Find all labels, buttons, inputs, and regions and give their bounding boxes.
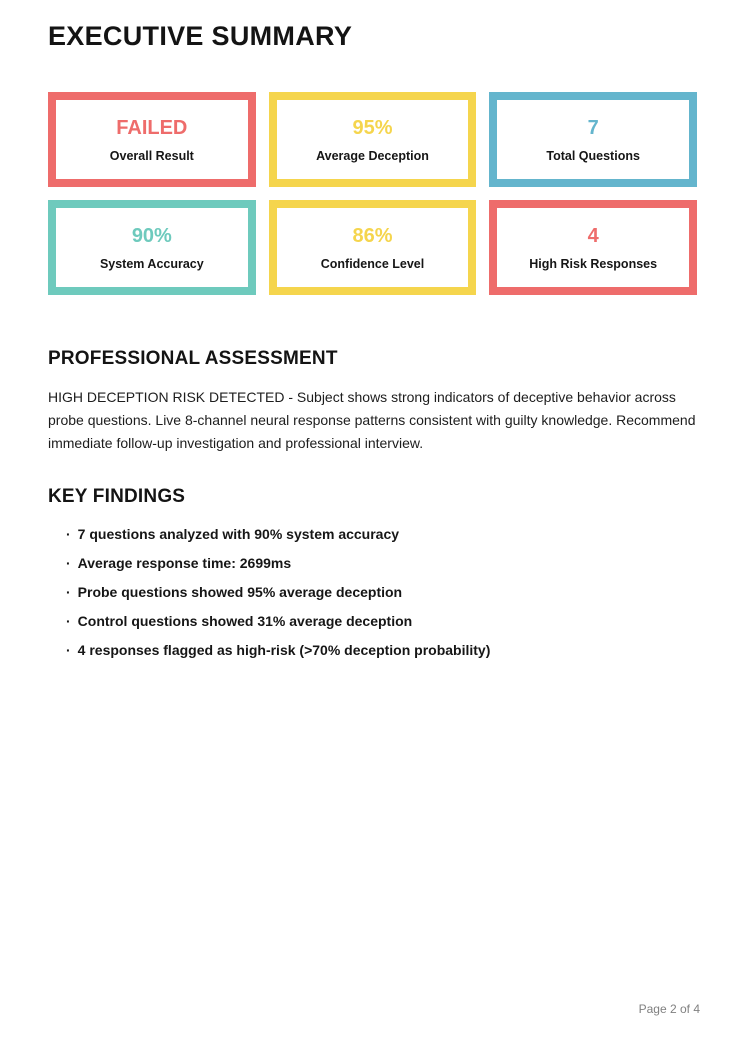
page-title: EXECUTIVE SUMMARY <box>48 21 353 51</box>
bullet-dot: · <box>66 526 71 542</box>
assessment-section-heading: PROFESSIONAL ASSESSMENT <box>48 348 338 369</box>
stat-label: Confidence Level <box>320 256 425 271</box>
finding-text: 7 questions analyzed with 90% system accuracy <box>77 526 400 542</box>
finding-text: 4 responses flagged as high-risk (>70% deception probability) <box>77 642 491 658</box>
finding-item <box>66 585 697 599</box>
finding-text: Control questions showed 31% average deception <box>77 613 413 629</box>
stat-value: 4 <box>587 224 599 247</box>
page-content <box>0 21 743 657</box>
finding-item <box>66 614 697 628</box>
finding-item <box>66 556 697 570</box>
stat-card-overall-result <box>48 92 256 187</box>
findings-list <box>48 527 697 657</box>
stat-card-average-deception <box>269 92 477 187</box>
stat-label: High Risk Responses <box>529 256 658 271</box>
stat-value: FAILED <box>116 116 188 139</box>
findings-section-heading: KEY FINDINGS <box>48 486 186 507</box>
bullet-dot: · <box>66 584 71 600</box>
bullet-dot: · <box>66 613 71 629</box>
stat-value: 86% <box>352 224 393 247</box>
stat-value: 90% <box>131 224 172 247</box>
page-number: Page 2 of 4 <box>638 1002 700 1016</box>
stat-label: System Accuracy <box>99 256 204 271</box>
finding-text: Probe questions showed 95% average deception <box>77 584 403 600</box>
finding-item <box>66 643 697 657</box>
bullet-dot: · <box>66 555 71 571</box>
summary-cards-grid <box>48 92 697 295</box>
stat-label: Total Questions <box>546 148 640 163</box>
stat-label: Overall Result <box>109 148 194 163</box>
stat-card-system-accuracy <box>48 200 256 295</box>
stat-card-high-risk-responses <box>489 200 697 295</box>
bullet-dot: · <box>66 642 71 658</box>
stat-card-total-questions <box>489 92 697 187</box>
assessment-body-text: HIGH DECEPTION RISK DETECTED - Subject shows strong indicators of deceptive behavior across probe questions. Live 8-channel neural response patterns consistent with guilty knowledge. Recommend immediate follow-up investigation and professional interview. <box>48 389 696 451</box>
stat-value: 95% <box>352 116 393 139</box>
finding-text: Average response time: 2699ms <box>77 555 292 571</box>
stat-label: Average Deception <box>316 148 429 163</box>
stat-value: 7 <box>587 116 599 139</box>
stat-card-confidence-level <box>269 200 477 295</box>
finding-item <box>66 527 697 541</box>
